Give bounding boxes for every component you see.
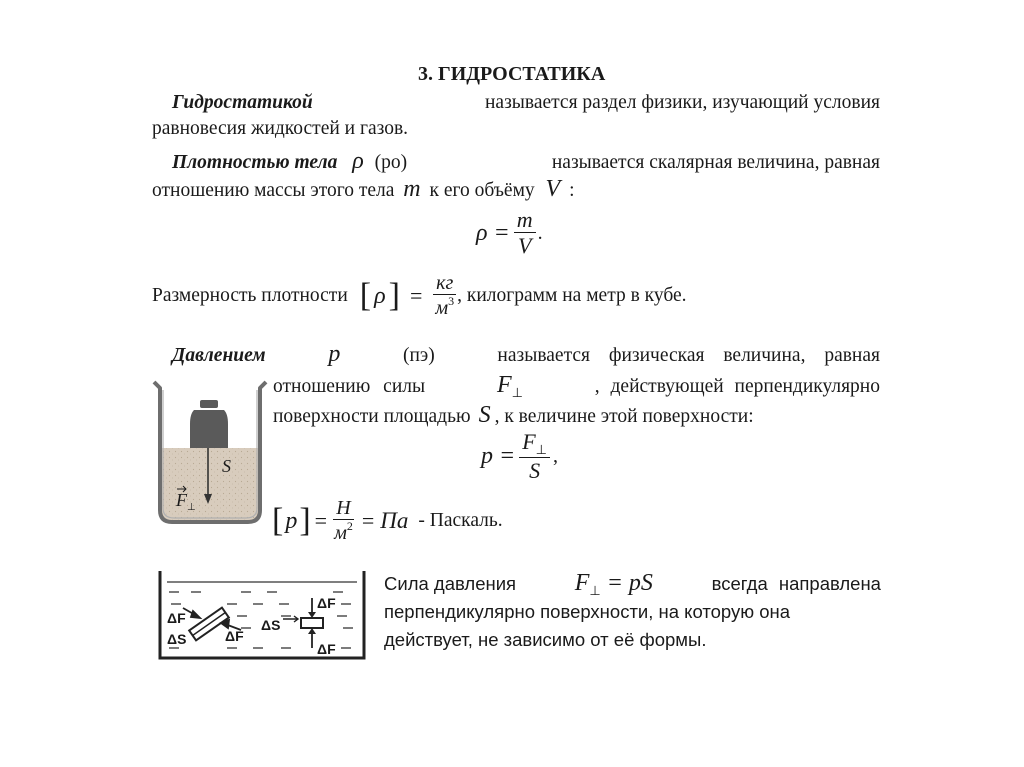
density-units-rest: , килограмм на метр в кубе. xyxy=(457,285,687,306)
pressure-units-eq: = xyxy=(314,508,328,533)
volume-symbol: V xyxy=(545,176,561,202)
pressure-definition-line2 xyxy=(273,372,880,401)
pressure-units-num: Н xyxy=(333,497,353,520)
pressure-line3-a: поверхности площадью xyxy=(273,406,471,427)
pressure-units-eq2: = xyxy=(361,508,375,533)
pressure-line2-a: отношению силы xyxy=(273,376,426,397)
density-formula-end: . xyxy=(537,221,543,244)
density-definition-line1 xyxy=(172,148,880,175)
density-units-label: Размерность плотности xyxy=(152,285,348,306)
figure2-label-4: ΔS xyxy=(261,617,281,633)
force-note-line2: перпендикулярно поверхности, на которую она xyxy=(384,601,791,622)
figure2-label-5: ΔF xyxy=(317,595,336,611)
density-units-eq: = xyxy=(409,283,423,308)
figure2-label-6: ΔF xyxy=(317,641,336,657)
hydrostatics-definition-line1 xyxy=(172,92,880,114)
density-definition-line2 xyxy=(152,176,575,203)
pressure-units-symbol: p xyxy=(285,507,298,534)
bracket-close-p: ] xyxy=(299,502,311,539)
density-fraction-den: V xyxy=(517,233,532,259)
force-note-line1 xyxy=(384,570,881,599)
density-line1-rest: называется скалярная величина, равная xyxy=(551,152,880,173)
figure1-area-label: S xyxy=(222,456,231,476)
figure2-label-1: ΔF xyxy=(167,610,186,626)
pressure-units-fraction xyxy=(331,497,356,545)
bracket-close: ] xyxy=(388,277,400,314)
density-symbol: ρ xyxy=(352,148,364,174)
area-symbol-inline: S xyxy=(478,402,491,428)
force-note-line3: действует, не зависимо от её формы. xyxy=(384,629,707,650)
pressure-formula-end: , xyxy=(552,445,558,468)
pressure-symbol: p xyxy=(328,341,341,367)
pressure-definition-line1 xyxy=(172,341,880,368)
density-line2-end: : xyxy=(569,180,575,201)
density-term: Плотностью тела xyxy=(172,152,338,173)
density-fraction-num: m xyxy=(514,208,536,233)
force-note-line1-a: Сила давления xyxy=(384,573,517,594)
force-note-line1-b: всегда направлена xyxy=(711,573,881,594)
density-units-fraction xyxy=(432,272,457,320)
pressure-units xyxy=(272,497,503,545)
force-note-formula: $F_\perp$ = pS xyxy=(574,570,653,598)
pressure-unit-pa: Па xyxy=(380,508,409,533)
pressure-line2-b: , действующей перпендикулярно xyxy=(594,376,880,397)
pressure-fraction-den: S xyxy=(529,458,541,484)
density-units-symbol: ρ xyxy=(374,282,386,309)
hydrostatics-definition-line2: равновесия жидкостей и газов. xyxy=(152,118,409,139)
hydrostatics-term: Гидростатикой xyxy=(172,92,313,113)
figure2-label-2: ΔS xyxy=(167,631,187,647)
pressure-line3-b: , к величине этой поверхности: xyxy=(494,406,754,427)
density-line2-a: отношению массы этого тела xyxy=(152,180,395,201)
density-line2-b: к его объёму xyxy=(429,180,535,201)
density-units xyxy=(152,272,687,320)
density-pronunciation: (ро) xyxy=(374,152,408,173)
density-units-den: $м^3$ xyxy=(435,294,455,319)
pressure-formula-lhs: p = xyxy=(481,443,516,470)
bracket-open: [ xyxy=(359,277,372,314)
mass-symbol: m xyxy=(403,176,421,202)
pressure-definition-line3 xyxy=(273,402,754,429)
pressure-units-rest: - Паскаль. xyxy=(418,510,503,531)
tank-figure xyxy=(157,568,367,662)
density-formula-lhs: ρ = xyxy=(476,219,510,246)
pressure-line1-rest: называется физическая величина, равная xyxy=(497,345,880,366)
weight-icon xyxy=(190,400,228,448)
density-fraction xyxy=(514,208,536,258)
pressure-formula xyxy=(481,430,558,484)
bracket-open-p: [ xyxy=(272,502,284,539)
figure2-label-3: ΔF xyxy=(225,628,244,644)
figure1-force-sub: ⊥ xyxy=(187,502,196,513)
density-formula xyxy=(476,208,543,258)
pressure-fraction-num: $F_\perp$ xyxy=(519,430,550,458)
pressure-fraction xyxy=(519,430,550,484)
hydrostatics-line1-rest: называется раздел физики, изучающий условия xyxy=(485,92,880,113)
pressure-units-den: $м^2$ xyxy=(334,519,353,544)
section-title: 3. ГИДРОСТАТИКА xyxy=(418,63,606,85)
pressure-pronunciation: (пэ) xyxy=(402,345,435,366)
vessel-figure xyxy=(150,378,270,528)
density-units-num: кг xyxy=(433,272,456,295)
pressure-term: Давлением xyxy=(172,345,266,366)
force-symbol-inline: $F_\perp$ xyxy=(496,372,523,400)
figure1-force-label: F xyxy=(176,490,187,510)
